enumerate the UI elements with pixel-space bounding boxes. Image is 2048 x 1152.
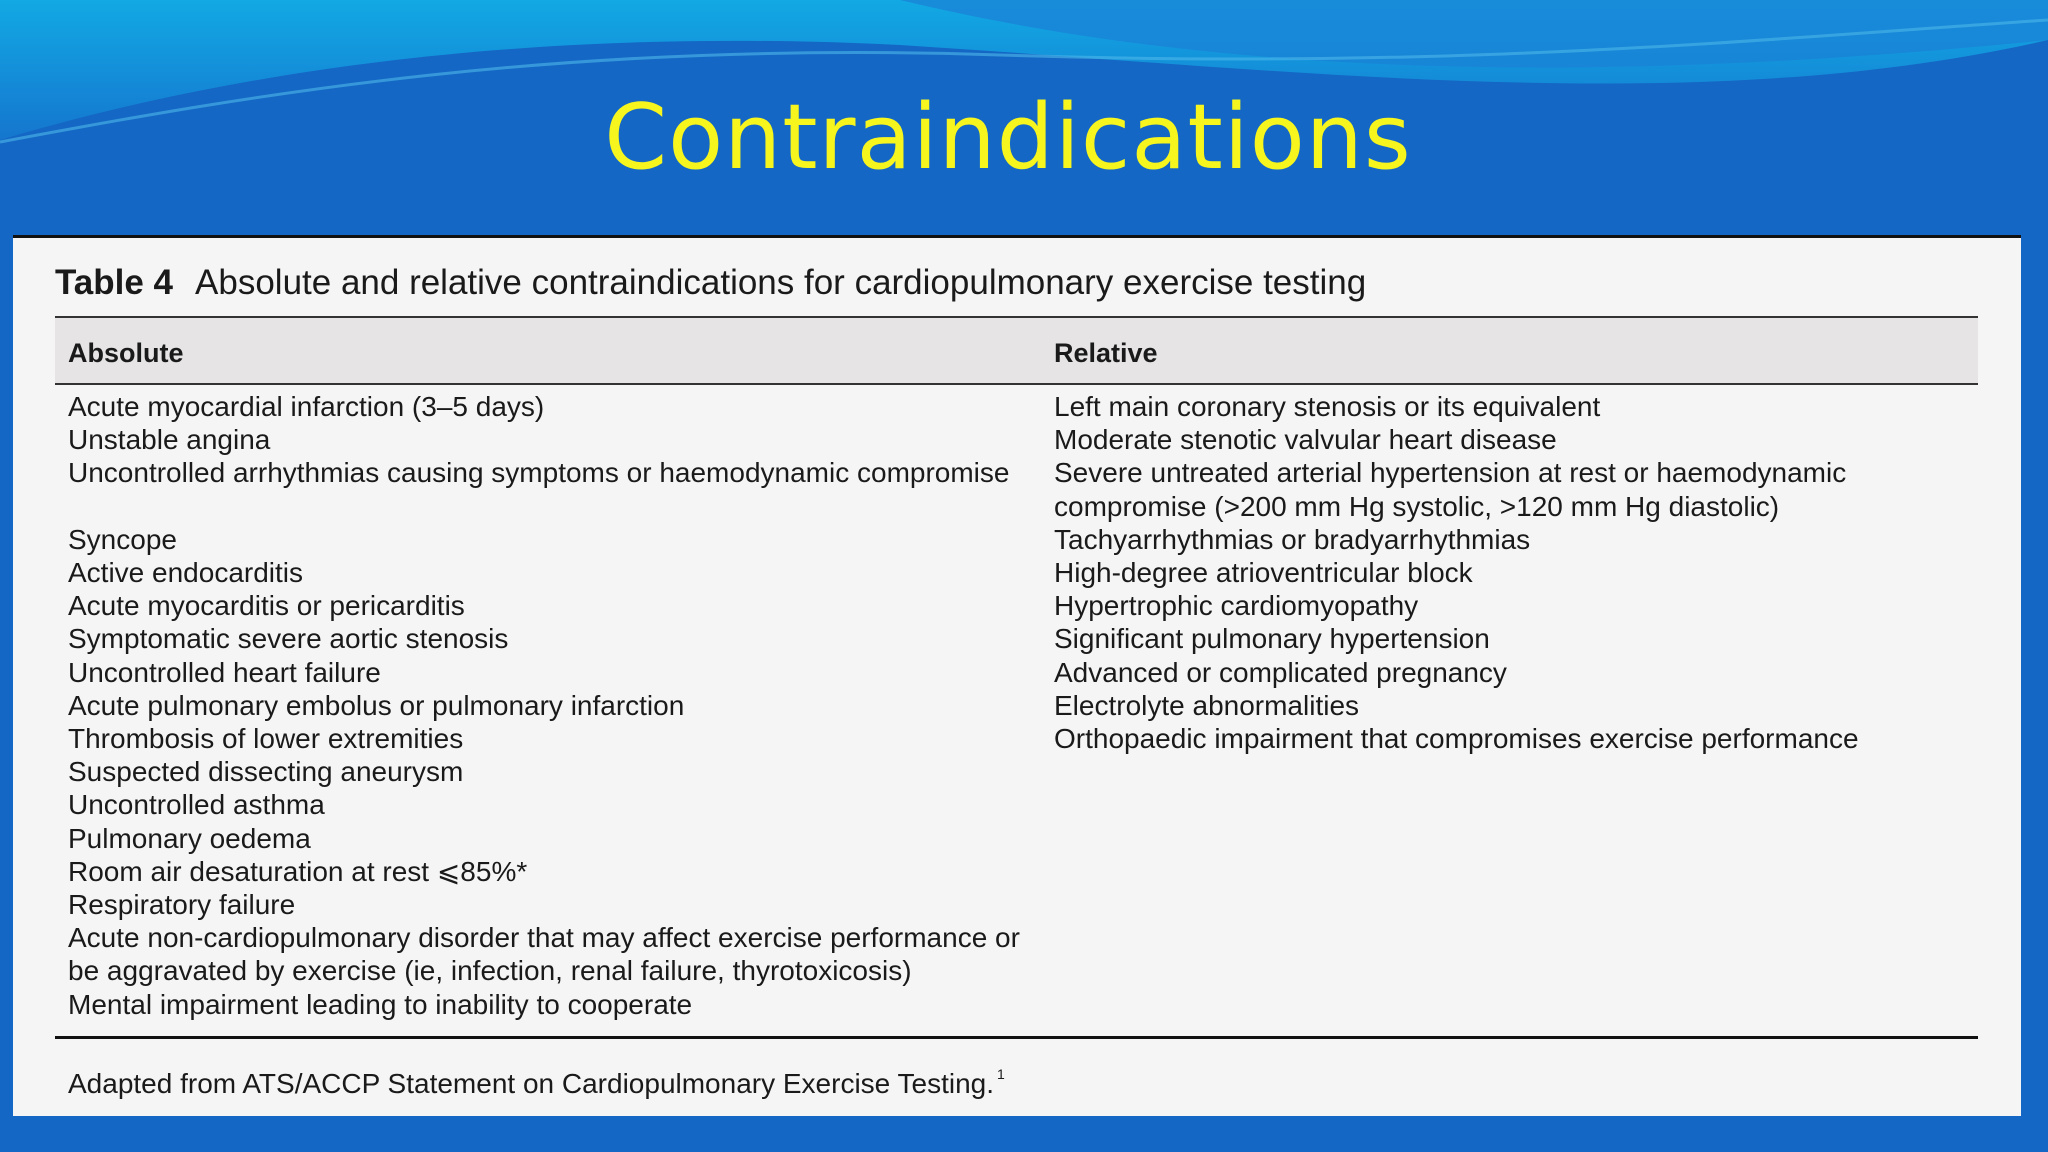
footnote-reference: 1	[997, 1066, 1005, 1082]
list-item: Pulmonary oedema	[68, 822, 311, 854]
list-item: Thrombosis of lower extremities	[68, 723, 464, 755]
list-item: Uncontrolled heart failure	[68, 656, 381, 688]
list-item: Electrolyte abnormalities	[1054, 689, 1360, 721]
list-item: Acute non-cardiopulmonary disorder that may affect exercise performance or be aggravated by exercise (ie, infection, renal failure, thyrotoxicosis)	[68, 922, 1020, 987]
list-item: Tachyarrhythmias or bradyarrhythmias	[1054, 523, 1531, 555]
list-item: Mental impairment leading to inability to cooperate	[68, 988, 693, 1020]
list-item: Acute myocarditis or pericarditis	[68, 590, 465, 622]
table-bottom-rule	[55, 1036, 1978, 1039]
list-item: Left main coronary stenosis or its equivalent	[1054, 391, 1601, 422]
list-item: Significant pulmonary hypertension	[1054, 623, 1490, 655]
list-item: Suspected dissecting aneurysm	[68, 756, 464, 788]
list-item: Advanced or complicated pregnancy	[1054, 656, 1507, 688]
table-caption	[55, 260, 1366, 306]
contraindications-table	[13, 235, 2021, 1116]
table-header-row	[55, 318, 1978, 383]
table-caption-text: Absolute and relative contraindications for cardiopulmonary exercise testing	[195, 263, 1367, 302]
table-footnote	[68, 1056, 1005, 1102]
column-header-absolute: Absolute	[68, 338, 184, 368]
list-item: Syncope	[68, 523, 177, 555]
list-item: Acute pulmonary embolus or pulmonary infarction	[68, 689, 685, 721]
list-item: Room air desaturation at rest ⩽85%*	[68, 855, 528, 887]
list-item: Severe untreated arterial hypertension at rest or haemodynamic compromise (>200 mm Hg systolic, >120 mm Hg diastolic)	[1054, 457, 1847, 522]
footnote-text: Adapted from ATS/ACCP Statement on Cardiopulmonary Exercise Testing.	[68, 1068, 995, 1099]
list-item: Unstable angina	[68, 424, 271, 456]
list-item: Acute myocardial infarction (3–5 days)	[68, 391, 545, 422]
column-header-relative: Relative	[1054, 338, 1158, 368]
table-header-rule	[55, 383, 1978, 385]
list-item: Hypertrophic cardiomyopathy	[1054, 590, 1419, 622]
list-item: Active endocarditis	[68, 557, 304, 588]
absolute-contraindications-list	[68, 390, 1028, 1021]
list-item: Uncontrolled asthma	[68, 789, 325, 821]
list-item: Respiratory failure	[68, 889, 296, 921]
list-item: Uncontrolled arrhythmias causing symptoms or haemodynamic compromise	[68, 457, 1010, 489]
slide-title: Contraindications	[604, 85, 1412, 190]
relative-contraindications-list	[1054, 390, 1984, 755]
list-item: Orthopaedic impairment that compromises exercise performance	[1054, 723, 1859, 755]
list-item: Symptomatic severe aortic stenosis	[68, 623, 509, 655]
list-item: Moderate stenotic valvular heart disease	[1054, 424, 1557, 456]
list-item: High-degree atrioventricular block	[1054, 557, 1473, 589]
table-label: Table 4	[55, 263, 174, 302]
